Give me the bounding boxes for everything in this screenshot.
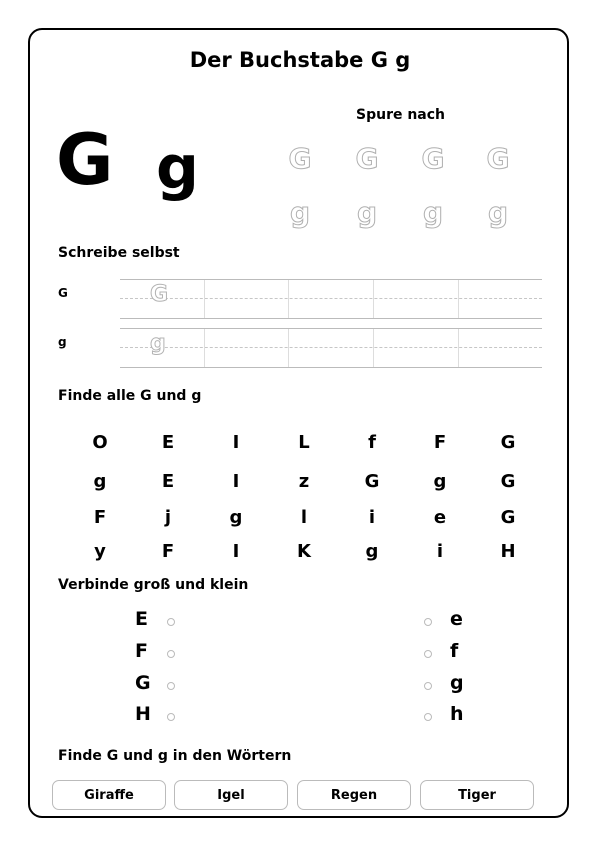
match-left-dot[interactable] bbox=[167, 682, 175, 690]
grid-letter[interactable]: e bbox=[433, 507, 447, 528]
page-title: Der Buchstabe G g bbox=[189, 48, 411, 72]
grid-letter[interactable]: I bbox=[232, 541, 240, 562]
match-left-letter: G bbox=[135, 672, 151, 694]
grid-letter[interactable]: l bbox=[300, 507, 308, 528]
match-right-dot[interactable] bbox=[424, 650, 432, 658]
match-left-dot[interactable] bbox=[167, 650, 175, 658]
grid-letter[interactable]: G bbox=[500, 432, 516, 453]
grid-letter[interactable]: i bbox=[436, 541, 444, 562]
grid-letter[interactable]: L bbox=[298, 432, 310, 453]
word-igel[interactable]: Igel bbox=[174, 780, 288, 810]
big-letter-upper: G bbox=[56, 119, 114, 201]
grid-letter[interactable]: F bbox=[433, 432, 447, 453]
grid-letter[interactable]: H bbox=[500, 541, 516, 562]
write-heading: Schreibe selbst bbox=[58, 245, 180, 261]
grid-letter[interactable]: g bbox=[433, 471, 447, 492]
trace-letter: g bbox=[487, 196, 509, 229]
grid-letter[interactable]: E bbox=[161, 471, 175, 492]
grid-letter[interactable]: j bbox=[164, 507, 172, 528]
trace-letter: G bbox=[486, 142, 510, 175]
grid-letter[interactable]: i bbox=[368, 507, 376, 528]
grid-letter[interactable]: G bbox=[500, 471, 516, 492]
match-right-letter: f bbox=[450, 640, 459, 662]
grid-letter[interactable]: I bbox=[232, 471, 240, 492]
ghost-letter: G bbox=[150, 282, 169, 307]
match-right-dot[interactable] bbox=[424, 618, 432, 626]
word-regen[interactable]: Regen bbox=[297, 780, 411, 810]
writing-line[interactable] bbox=[120, 328, 542, 368]
trace-letter: G bbox=[421, 142, 445, 175]
grid-letter[interactable]: E bbox=[161, 432, 175, 453]
match-left-letter: F bbox=[135, 640, 148, 662]
trace-letter: g bbox=[356, 196, 378, 229]
match-left-letter: H bbox=[135, 703, 151, 725]
grid-letter[interactable]: f bbox=[368, 432, 376, 453]
grid-letter[interactable]: g bbox=[365, 541, 379, 562]
match-right-letter: h bbox=[450, 703, 464, 725]
match-right-letter: e bbox=[450, 608, 463, 630]
grid-letter[interactable]: I bbox=[232, 432, 240, 453]
grid-letter[interactable]: y bbox=[94, 541, 106, 562]
trace-grid bbox=[270, 140, 532, 240]
trace-letter: G bbox=[355, 142, 379, 175]
match-right-dot[interactable] bbox=[424, 713, 432, 721]
grid-letter[interactable]: F bbox=[161, 541, 175, 562]
word-tiger[interactable]: Tiger bbox=[420, 780, 534, 810]
trace-letter: G bbox=[288, 142, 312, 175]
connect-heading: Verbinde groß und klein bbox=[58, 577, 249, 593]
grid-letter[interactable]: g bbox=[93, 471, 107, 492]
write-row-label: G bbox=[58, 286, 68, 300]
grid-letter[interactable]: z bbox=[298, 471, 310, 492]
grid-letter[interactable]: G bbox=[364, 471, 380, 492]
trace-heading: Spure nach bbox=[356, 107, 446, 123]
match-right-letter: g bbox=[450, 672, 464, 694]
words-heading: Finde G und g in den Wörtern bbox=[58, 748, 292, 764]
find-heading: Finde alle G und g bbox=[58, 388, 202, 404]
big-letter-lower: g bbox=[156, 133, 199, 203]
trace-letter: g bbox=[289, 196, 311, 229]
match-left-dot[interactable] bbox=[167, 713, 175, 721]
word-giraffe[interactable]: Giraffe bbox=[52, 780, 166, 810]
writing-line[interactable] bbox=[120, 279, 542, 319]
match-right-dot[interactable] bbox=[424, 682, 432, 690]
trace-letter: g bbox=[422, 196, 444, 229]
match-left-letter: E bbox=[135, 608, 148, 630]
grid-letter[interactable]: O bbox=[92, 432, 108, 453]
grid-letter[interactable]: K bbox=[297, 541, 311, 562]
grid-letter[interactable]: g bbox=[229, 507, 243, 528]
match-left-dot[interactable] bbox=[167, 618, 175, 626]
grid-letter[interactable]: F bbox=[93, 507, 107, 528]
write-row-label: g bbox=[58, 335, 67, 349]
ghost-letter: g bbox=[150, 331, 166, 356]
grid-letter[interactable]: G bbox=[500, 507, 516, 528]
